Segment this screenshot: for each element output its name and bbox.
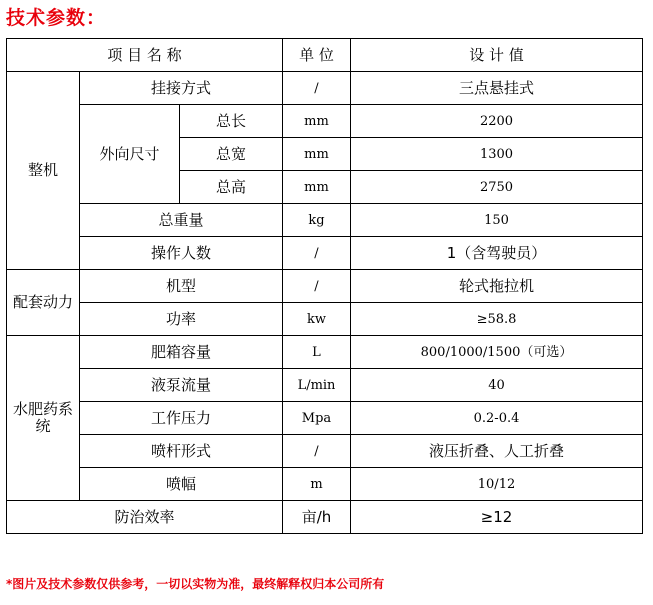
table-row — [7, 468, 643, 501]
row-value: 800/1000/1500（可选） — [351, 336, 643, 369]
row-unit: / — [283, 435, 351, 468]
row-label: 操作人数 — [80, 237, 283, 270]
dims-label: 外向尺寸 — [80, 105, 180, 204]
row-label: 总重量 — [80, 204, 283, 237]
row-label: 总长 — [180, 105, 283, 138]
row-unit: mm — [283, 105, 351, 138]
group-machine: 整机 — [7, 72, 80, 270]
row-unit: m — [283, 468, 351, 501]
disclaimer-footer: *图片及技术参数仅供参考，一切以实物为准，最终解释权归本公司所有 — [6, 577, 385, 591]
row-value: 10/12 — [351, 468, 643, 501]
row-label: 总宽 — [180, 138, 283, 171]
row-label: 喷幅 — [80, 468, 283, 501]
row-label: 液泵流量 — [80, 369, 283, 402]
table-row — [7, 501, 643, 534]
table-row — [7, 204, 643, 237]
row-label: 总高 — [180, 171, 283, 204]
group-power: 配套动力 — [7, 270, 80, 336]
page-title: 技术参数： — [6, 7, 107, 29]
row-unit: 亩/h — [283, 501, 351, 534]
row-label: 功率 — [80, 303, 283, 336]
table-header-row — [7, 39, 643, 72]
row-unit: kw — [283, 303, 351, 336]
row-value: 0.2-0.4 — [351, 402, 643, 435]
header-name: 项 目 名 称 — [7, 39, 283, 72]
table-row — [7, 72, 643, 105]
table-row — [7, 303, 643, 336]
row-unit: / — [283, 72, 351, 105]
header-value: 设 计 值 — [351, 39, 643, 72]
row-unit: / — [283, 237, 351, 270]
table-row — [7, 369, 643, 402]
table-row — [7, 435, 643, 468]
table-row — [7, 336, 643, 369]
row-unit: L — [283, 336, 351, 369]
row-label: 工作压力 — [80, 402, 283, 435]
spec-table — [6, 38, 643, 534]
row-unit: / — [283, 270, 351, 303]
row-unit: kg — [283, 204, 351, 237]
row-label: 挂接方式 — [80, 72, 283, 105]
row-value: 150 — [351, 204, 643, 237]
row-value: ≥12 — [351, 501, 643, 534]
row-value: 液压折叠、人工折叠 — [351, 435, 643, 468]
row-label: 喷杆形式 — [80, 435, 283, 468]
row-unit: L/min — [283, 369, 351, 402]
table-row — [7, 105, 643, 138]
header-unit: 单 位 — [283, 39, 351, 72]
table-row — [7, 237, 643, 270]
row-value: 1300 — [351, 138, 643, 171]
row-value: 三点悬挂式 — [351, 72, 643, 105]
row-unit: mm — [283, 171, 351, 204]
row-value: 2750 — [351, 171, 643, 204]
row-value: 轮式拖拉机 — [351, 270, 643, 303]
row-label: 肥箱容量 — [80, 336, 283, 369]
row-value: ≥58.8 — [351, 303, 643, 336]
row-unit: mm — [283, 138, 351, 171]
row-value: 40 — [351, 369, 643, 402]
row-label: 防治效率 — [7, 501, 283, 534]
table-row — [7, 402, 643, 435]
table-row — [7, 270, 643, 303]
row-label: 机型 — [80, 270, 283, 303]
row-value: 2200 — [351, 105, 643, 138]
row-unit: Mpa — [283, 402, 351, 435]
group-system: 水肥药系统 — [7, 336, 80, 501]
row-value: 1（含驾驶员） — [351, 237, 643, 270]
